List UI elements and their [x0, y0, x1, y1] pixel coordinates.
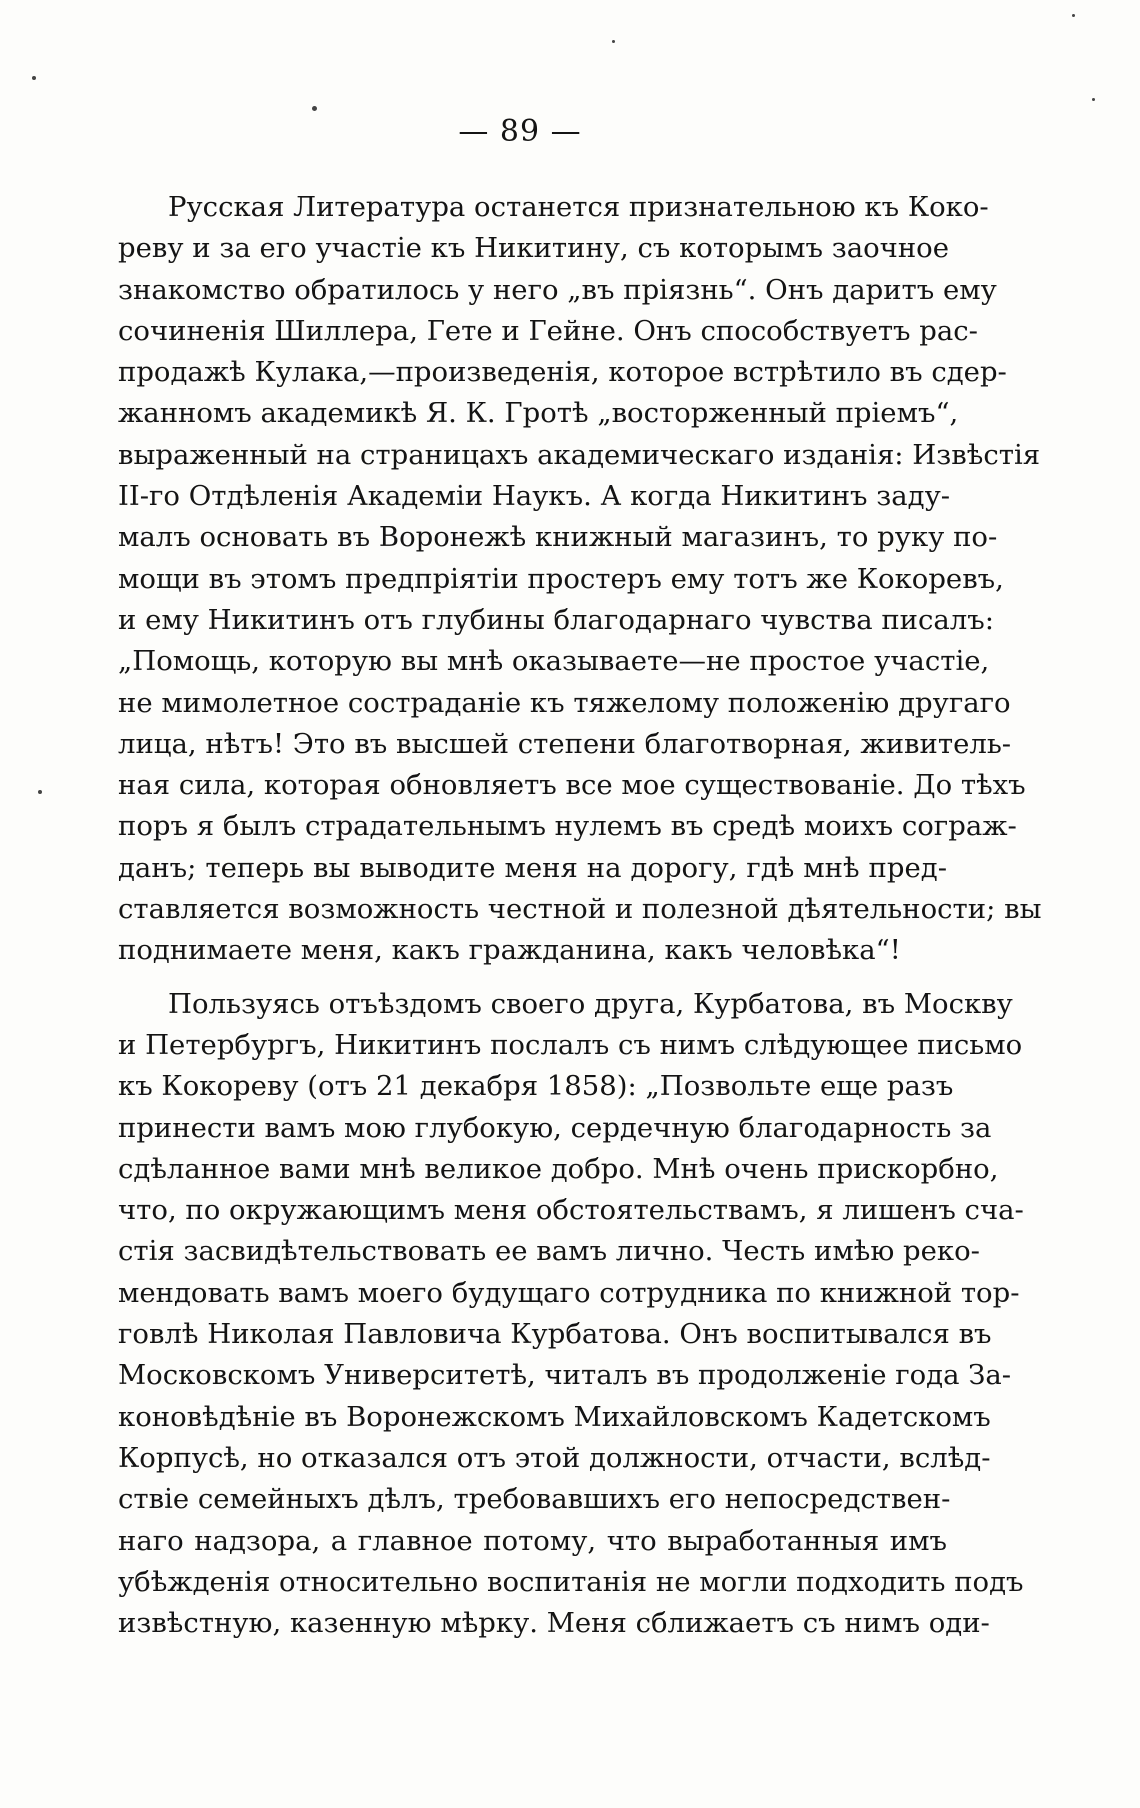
text-line: ствіе семейныхъ дѣлъ, требовавшихъ его непосредствен-: [118, 1483, 951, 1516]
print-speck: [1092, 98, 1095, 101]
text-line: не мимолетное состраданіе къ тяжелому положенію другаго: [118, 686, 1011, 719]
text-line: выраженный на страницахъ академическаго изданія: Извѣстія: [118, 438, 1041, 471]
text-line: Московскомъ Университетѣ, читалъ въ продолженіе года За-: [118, 1359, 1012, 1392]
print-speck: [612, 40, 615, 43]
text-line: реву и за его участіе къ Никитину, съ которымъ заочное: [118, 232, 950, 265]
text-line: II-го Отдѣленія Академіи Наукъ. А когда Никитинъ заду-: [118, 480, 951, 513]
paragraph-2: [118, 984, 1024, 1645]
body-text: [118, 187, 1042, 1644]
text-line: принести вамъ мою глубокую, сердечную благодарность за: [118, 1111, 992, 1144]
print-speck: [1072, 14, 1075, 17]
text-line: стія засвидѣтельствовать ее вамъ лично. Честь имѣю реко-: [118, 1235, 980, 1268]
text-line: поднимаете меня, какъ гражданина, какъ человѣка“!: [118, 934, 901, 967]
text-line: къ Кокореву (отъ 21 декабря 1858): „Позвольте еще разъ: [118, 1070, 954, 1103]
text-line: Русская Литература останется признательною къ Коко-: [168, 191, 989, 223]
text-line: поръ я былъ страдательнымъ нулемъ въ средѣ моихъ сограж-: [118, 810, 1017, 843]
text-line: мендовать вамъ моего будущаго сотрудника по книжной тор-: [118, 1276, 1020, 1309]
text-line: малъ основать въ Воронежѣ книжный магазинъ, то руку по-: [118, 521, 998, 554]
text-line: и ему Никитинъ отъ глубины благодарнаго чувства писалъ:: [118, 603, 995, 636]
page-number: — 89 —: [458, 114, 582, 149]
text-line: „Помощь, которую вы мнѣ оказываете—не простое участіе,: [118, 645, 990, 678]
text-line: данъ; теперь вы выводите меня на дорогу, гдѣ мнѣ пред-: [118, 851, 947, 884]
text-line: коновѣдѣніе въ Воронежскомъ Михайловскомъ Кадетскомъ: [118, 1400, 991, 1433]
text-line: извѣстную, казенную мѣрку. Меня сближаетъ съ нимъ оди-: [118, 1607, 990, 1640]
print-speck: [32, 76, 36, 80]
text-line: ставляется возможность честной и полезной дѣятельности; вы: [118, 893, 1042, 926]
text-line: и Петербургъ, Никитинъ послалъ съ нимъ слѣдующее письмо: [118, 1028, 1023, 1061]
text-line: мощи въ этомъ предпріятіи простеръ ему тотъ же Кокоревъ,: [118, 562, 1004, 595]
text-line: наго надзора, а главное потому, что выработанныя имъ: [118, 1524, 947, 1557]
text-line: сдѣланное вами мнѣ великое добро. Мнѣ очень прискорбно,: [118, 1152, 999, 1185]
text-line: жанномъ академикѣ Я. К. Гротѣ „восторженный пріемъ“,: [118, 397, 959, 430]
text-line: продажѣ Кулака,—произведенія, которое встрѣтило въ сдер-: [118, 356, 1007, 389]
paragraph-1: [118, 187, 1042, 972]
text-line: что, по окружающимъ меня обстоятельствамъ, я лишенъ сча-: [118, 1194, 1024, 1227]
text-line: Корпусѣ, но отказался отъ этой должности, отчасти, вслѣд-: [118, 1441, 991, 1474]
text-line: сочиненія Шиллера, Гете и Гейне. Онъ способствуетъ рас-: [118, 314, 978, 347]
text-line: ная сила, которая обновляетъ все мое существованіе. До тѣхъ: [118, 769, 1026, 802]
print-speck: [38, 790, 42, 794]
text-line: знакомство обратилось у него „въ пріязнь“. Онъ даритъ ему: [118, 273, 997, 306]
text-line: убѣжденія относительно воспитанія не могли подходить подъ: [118, 1565, 1024, 1598]
text-line: лица, нѣтъ! Это въ высшей степени благотворная, живитель-: [118, 727, 1012, 760]
text-line: Пользуясь отъѣздомъ своего друга, Курбатова, въ Москву: [168, 987, 1013, 1020]
text-line: говлѣ Николая Павловича Курбатова. Онъ воспитывался въ: [118, 1318, 992, 1351]
print-speck: [312, 106, 317, 111]
